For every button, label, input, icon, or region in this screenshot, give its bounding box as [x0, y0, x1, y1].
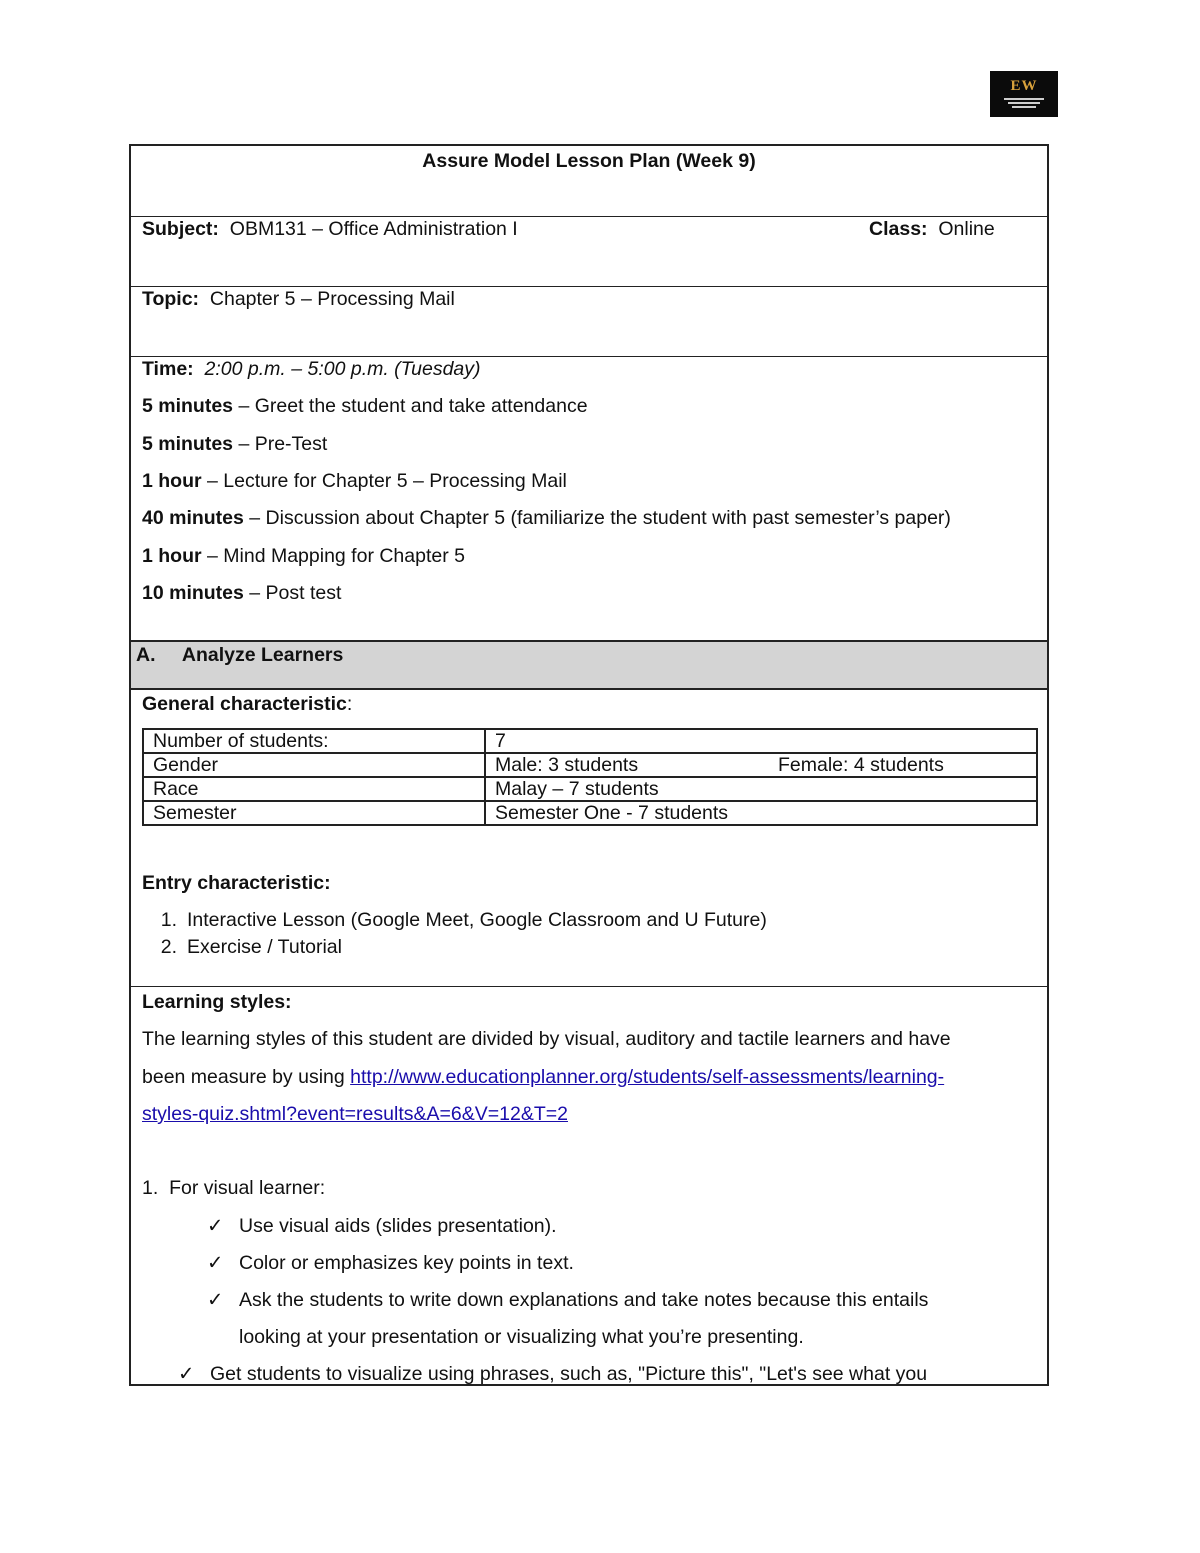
schedule-duration: 5 minutes: [142, 433, 234, 455]
subject-row: [131, 216, 1047, 287]
time-row: [131, 356, 1047, 642]
checklist-item: [207, 1214, 557, 1238]
table-cell: Male: 3 students: [485, 753, 769, 777]
lesson-plan-table: [129, 144, 1049, 1386]
checklist-item: [207, 1251, 574, 1275]
entry-characteristic-label: Entry characteristic:: [142, 872, 331, 894]
table-row: [143, 729, 1037, 753]
schedule-activity: – Greet the student and take attendance: [233, 395, 588, 417]
table-cell: Malay – 7 students: [485, 777, 1037, 801]
schedule-activity: – Lecture for Chapter 5 – Processing Mail: [201, 470, 567, 492]
subject-value: OBM131 – Office Administration I: [229, 218, 518, 240]
list-text: Exercise / Tutorial: [187, 936, 342, 958]
table-cell: Semester One - 7 students: [485, 801, 1037, 825]
schedule-duration: 1 hour: [142, 545, 202, 567]
schedule-item: [142, 507, 951, 530]
checklist-text: Color or emphasizes key points in text.: [239, 1252, 574, 1274]
list-number: 1.: [160, 909, 177, 931]
list-text: Interactive Lesson (Google Meet, Google Classroom and U Future): [187, 909, 767, 931]
list-number: 1.: [142, 1177, 159, 1199]
section-a-text: Analyze Learners: [181, 644, 344, 666]
learning-styles-label: Learning styles:: [142, 991, 292, 1013]
schedule-activity: – Discussion about Chapter 5 (familiarize the student with past semester’s paper): [243, 507, 951, 529]
quiz-link[interactable]: http://www.educationplanner.org/students/self-assessments/learning-: [350, 1066, 945, 1088]
class-label: Class:: [869, 218, 928, 240]
topic-label: Topic:: [142, 288, 200, 310]
learning-styles-link-line: [142, 1103, 568, 1126]
table-cell: Number of students:: [143, 729, 485, 753]
schedule-activity: – Pre-Test: [233, 433, 328, 455]
general-characteristic-heading: [142, 693, 352, 716]
logo-letters: EW: [1010, 77, 1038, 94]
quiz-link-continued[interactable]: styles-quiz.shtml?event=results&A=6&V=12&T=2: [142, 1103, 568, 1125]
class-value: Online: [938, 218, 995, 240]
table-row: [143, 777, 1037, 801]
checkmark-icon: ✓: [207, 1289, 224, 1311]
section-a-letter: A.: [136, 644, 156, 666]
schedule-duration: 1 hour: [142, 470, 202, 492]
paragraph-text: been measure by using: [142, 1066, 351, 1088]
schedule-activity: – Post test: [243, 582, 342, 604]
topic-line: [142, 288, 455, 311]
page-title: Assure Model Lesson Plan (Week 9): [422, 150, 756, 172]
table-cell: Female: 4 students: [769, 753, 1037, 777]
table-row: [143, 753, 1037, 777]
list-item: [151, 909, 767, 932]
checklist-text: Get students to visualize using phrases, such as, "Picture this", "Let's see what you: [210, 1363, 928, 1385]
checklist-text: Use visual aids (slides presentation).: [239, 1215, 557, 1237]
schedule-duration: 5 minutes: [142, 395, 234, 417]
table-cell: Semester: [143, 801, 485, 825]
subject-line: [142, 218, 518, 241]
section-a-title: [136, 644, 343, 667]
schedule-activity: – Mind Mapping for Chapter 5: [201, 545, 465, 567]
characteristics-row: [131, 690, 1047, 987]
general-characteristic-label: General characteristic: [142, 693, 347, 715]
visual-learner-heading: [142, 1177, 325, 1200]
schedule-duration: 10 minutes: [142, 582, 244, 604]
table-row: [143, 801, 1037, 825]
time-label: Time:: [142, 358, 194, 380]
visual-learner-label: For visual learner:: [169, 1177, 326, 1199]
schedule-item: [142, 582, 341, 605]
table-cell: Race: [143, 777, 485, 801]
list-number: 2.: [160, 936, 177, 958]
checklist-item: [207, 1288, 928, 1312]
time-line: [142, 358, 481, 381]
logo: [990, 71, 1058, 117]
checkmark-icon: ✓: [178, 1363, 195, 1385]
checkmark-icon: ✓: [207, 1215, 224, 1237]
learning-styles-row: [131, 986, 1047, 1385]
checklist-item-continued: looking at your presentation or visualizing what you’re presenting.: [239, 1326, 804, 1348]
time-value: 2:00 p.m. – 5:00 p.m. (Tuesday): [204, 358, 481, 380]
section-a-header: [131, 642, 1047, 690]
table-cell: Gender: [143, 753, 485, 777]
schedule-item: [142, 433, 327, 456]
general-characteristic-colon: :: [346, 693, 353, 715]
learning-styles-paragraph-line: [142, 1066, 944, 1089]
list-item: [151, 936, 342, 959]
class-line: [869, 218, 995, 241]
learning-styles-paragraph-line: The learning styles of this student are divided by visual, auditory and tactile learners and have: [142, 1028, 951, 1050]
logo-wordmark: [1004, 96, 1044, 110]
schedule-item: [142, 470, 567, 493]
general-characteristics-table: [142, 728, 1038, 826]
title-row: [131, 146, 1047, 217]
schedule-duration: 40 minutes: [142, 507, 244, 529]
topic-value: Chapter 5 – Processing Mail: [209, 288, 455, 310]
subject-label: Subject:: [142, 218, 219, 240]
topic-row: [131, 286, 1047, 357]
checkmark-icon: ✓: [207, 1252, 224, 1274]
schedule-item: [142, 395, 588, 418]
checklist-item: [178, 1362, 927, 1386]
schedule-item: [142, 545, 465, 568]
checklist-text: Ask the students to write down explanations and take notes because this entails: [239, 1289, 929, 1311]
table-cell: 7: [485, 729, 1037, 753]
